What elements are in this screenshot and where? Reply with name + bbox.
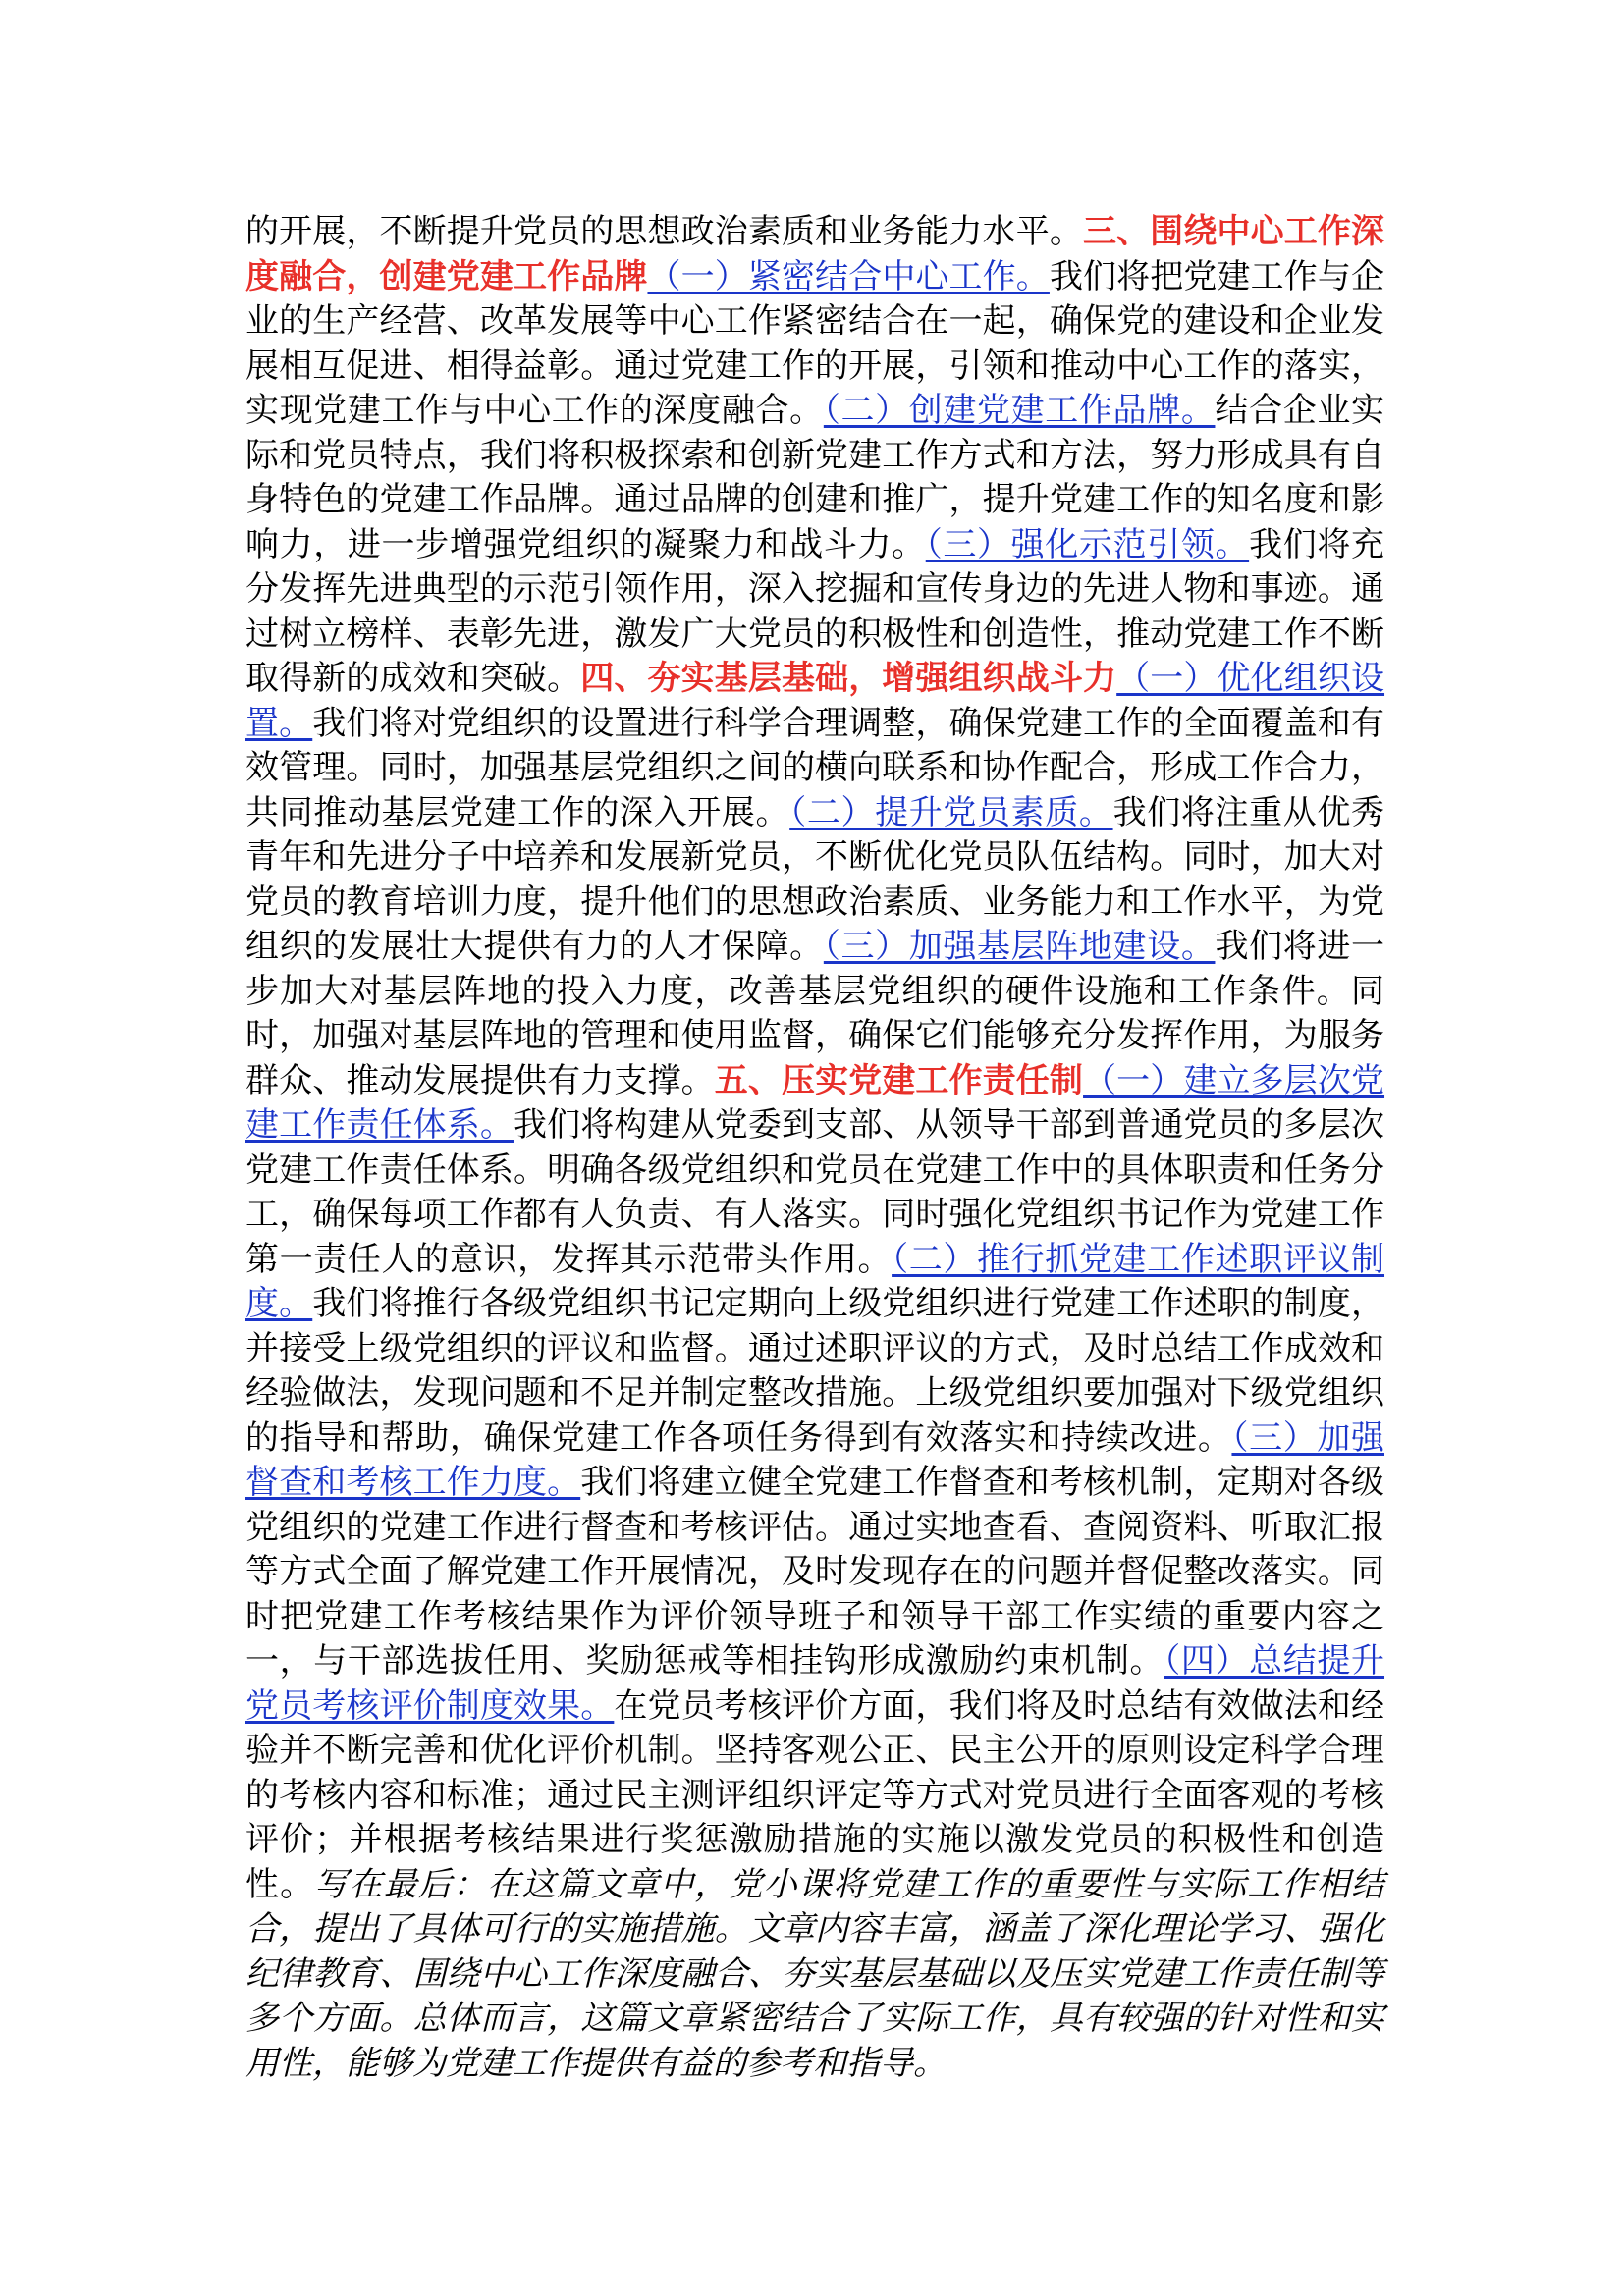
body-text-run: 结合企业实际和党员特点，我们将积极探索和创新党建工作方式和方法，努力形成具有自身特色的党建工作品牌。通过品牌的创建和推广，提升党建工作的知名度和影响力，进一步增强党组织的凝聚力和战斗力。 (245, 391, 1385, 564)
subsection-link[interactable]: （一）紧密结合中心工作。 (647, 256, 1050, 296)
document-body (245, 210, 1384, 2086)
body-text-run: 我们将对党组织的设置进行科学合理调整，确保党建工作的全面覆盖和有效管理。同时，加强基层党组织之间的横向联系和协作配合，形成工作合力，共同推动基层党建工作的深入开展。 (245, 703, 1385, 832)
body-text-run: 我们将充分发挥先进典型的示范引领作用，深入挖掘和宣传身边的先进人物和事迹。通过树立榜样、表彰先进，激发广大党员的积极性和创造性，推动党建工作不断取得新的成效和突破。 (245, 524, 1385, 698)
subsection-link[interactable]: （一）优化组织设置。 (245, 659, 1385, 743)
subsection-link[interactable]: （三）加强督查和考核工作力度。 (245, 1417, 1384, 1502)
body-text-run: 我们将建立健全党建工作督查和考核机制，定期对各级党组织的党建工作进行督查和考核评估。通过实地查看、查阅资料、听取汇报等方式全面了解党建工作开展情况，及时发现存在的问题并督促整改落实。同时把党建工作考核结果作为评价领导班子和领导干部工作实绩的重要内容之一，与干部选拔任用、奖励惩戒等相挂钩形成激励约束机制。 (245, 1463, 1385, 1681)
subsection-link[interactable]: （三）加强基层阵地建设。 (823, 927, 1216, 966)
body-text-run: 我们将把党建工作与企业的生产经营、改革发展等中心工作紧密结合在一起，确保党的建设和企业发展相互促进、相得益彰。通过党建工作的开展，引领和推动中心工作的落实，实现党建工作与中心工作的深度融合。 (245, 256, 1385, 430)
subsection-link[interactable]: （三）强化示范引领。 (925, 524, 1250, 564)
body-text-run: 我们将注重从优秀青年和先进分子中培养和发展新党员，不断优化党员队伍结构。同时，加大对党员的教育培训力度，提升他们的思想政治素质、业务能力和工作水平，为党组织的发展壮大提供有力的人才保障。 (245, 792, 1385, 966)
subsection-link[interactable]: （二）创建党建工作品牌。 (823, 391, 1216, 430)
body-text-run: 我们将推行各级党组织书记定期向上级党组织进行党建工作述职的制度，并接受上级党组织的评议和监督。通过述职评议的方式，及时总结工作成效和经验做法，发现问题和不足并制定整改措施。上级党组织要加强对下级党组织的指导和帮助，确保党建工作各项任务得到有效落实和持续改进。 (245, 1284, 1385, 1458)
section-heading: 四、夯实基层基础，增强组织战斗力 (580, 659, 1117, 698)
subsection-link[interactable]: （四）总结提升党员考核评价制度效果。 (245, 1641, 1385, 1726)
subsection-link[interactable]: （二）提升党员素质。 (789, 792, 1113, 832)
body-text-run: 我们将进一步加大对基层阵地的投入力度，改善基层党组织的硬件设施和工作条件。同时，加强对基层阵地的管理和使用监督，确保它们能够充分发挥作用，为服务群众、推动发展提供有力支撑。 (245, 927, 1385, 1100)
closing-remark: 写在最后：在这篇文章中，党小课将党建工作的重要性与实际工作相结合，提出了具体可行的实施措施。文章内容丰富，涵盖了深化理论学习、强化纪律教育、围绕中心工作深度融合、夯实基层基础以及压实党建工作责任制等多个方面。总体而言，这篇文章紧密结合了实际工作，具有较强的针对性和实用性，能够为党建工作提供有益的参考和指导。 (245, 1864, 1384, 2083)
body-text-run: 在党员考核评价方面，我们将及时总结有效做法和经验并不断完善和优化评价机制。坚持客观公正、民主公开的原则设定科学合理的考核内容和标准；通过民主测评组织评定等方式对党员进行全面客观的考核评价；并根据考核结果进行奖惩激励措施的实施以激发党员的积极性和创造性。 (245, 1685, 1385, 1904)
section-heading: 三、围绕中心工作深度融合，创建党建工作品牌 (245, 212, 1385, 296)
subsection-link[interactable]: （一）建立多层次党建工作责任体系。 (245, 1060, 1385, 1145)
subsection-link[interactable]: （二）推行抓党建工作述职评议制度。 (245, 1239, 1385, 1323)
body-text-run: 的开展，不断提升党员的思想政治素质和业务能力水平。 (245, 212, 1084, 251)
section-heading: 五、压实党建工作责任制 (714, 1060, 1084, 1100)
body-text-run: 我们将构建从党委到支部、从领导干部到普通党员的多层次党建工作责任体系。明确各级党组织和党员在党建工作中的具体职责和任务分工，确保每项工作都有人负责、有人落实。同时强化党组织书记作为党建工作第一责任人的意识，发挥其示范带头作用。 (245, 1105, 1385, 1279)
